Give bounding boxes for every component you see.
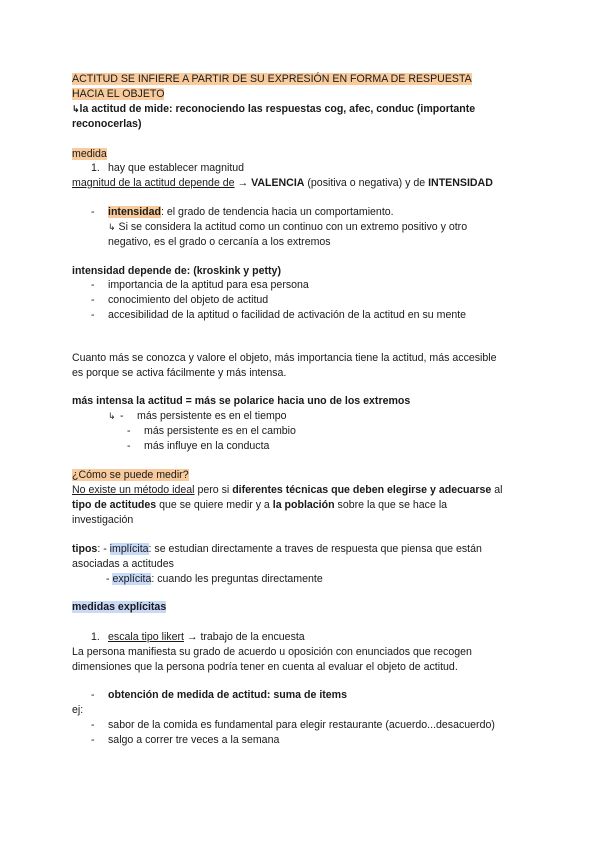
valencia-term: VALENCIA bbox=[251, 177, 305, 189]
tipos-line bbox=[72, 542, 482, 556]
bullet-dash: - bbox=[91, 309, 95, 321]
paragraph-line: Cuanto más se conozca y valore el objeto, más importancia tiene la actitud, más accesible bbox=[72, 352, 497, 364]
bullet-dash: - bbox=[91, 206, 95, 218]
return-arrow-icon: ↳ bbox=[72, 104, 80, 114]
text-span: : se estudian directamente a traves de respuesta que piensa que están bbox=[148, 543, 482, 555]
section-como bbox=[72, 468, 189, 482]
paragraph-line: investigación bbox=[72, 514, 134, 526]
bullet-dash: - bbox=[91, 734, 95, 746]
list-item: importancia de la aptitud para esa persona bbox=[108, 279, 309, 291]
text-span: → trabajo de la encuesta bbox=[183, 631, 305, 643]
paragraph-line: es porque se activa fácilmente y más intensa. bbox=[72, 367, 287, 379]
bullet-dash: - bbox=[91, 279, 95, 291]
text-span: : - bbox=[97, 543, 110, 555]
implicita-highlight: implícita bbox=[109, 543, 149, 555]
note-line-2: reconocerlas) bbox=[72, 118, 142, 130]
intensidad-sub bbox=[108, 220, 467, 234]
bullet-dash: - bbox=[120, 410, 124, 422]
list-number: 1. bbox=[91, 631, 100, 643]
bullet-dash: - bbox=[91, 294, 95, 306]
bullet-dash: - bbox=[127, 440, 131, 452]
bold-text: diferentes técnicas que deben elegirse y adecuarse bbox=[232, 484, 492, 496]
list-item: obtención de medida de actitud: suma de items bbox=[108, 689, 347, 701]
list-item: hay que establecer magnitud bbox=[108, 162, 245, 174]
list-item: accesibilidad de la aptitud o facilidad de activación de la actitud en su mente bbox=[108, 309, 467, 321]
note-text: la actitud de mide: reconociendo las respuestas cog, afec, conduc (importante bbox=[79, 103, 476, 115]
right-arrow: → bbox=[234, 177, 252, 189]
paragraph-line: La persona manifiesta su grado de acuerdo u oposición con enunciados que recogen bbox=[72, 646, 472, 658]
underlined-text: No existe un método ideal bbox=[72, 484, 195, 496]
main-heading-line-2 bbox=[72, 87, 164, 101]
magnitud-underlined: magnitud de la actitud depende de bbox=[72, 177, 235, 189]
text-span: que se quiere medir y a bbox=[156, 499, 273, 511]
note-line bbox=[72, 102, 475, 116]
intensidad-sub-2: negativo, es el grado o cercanía a los extremos bbox=[108, 236, 331, 248]
list-item bbox=[108, 630, 305, 644]
bullet-dash: - bbox=[127, 425, 131, 437]
magnitud-line bbox=[72, 176, 493, 190]
ej-label: ej: bbox=[72, 704, 84, 716]
bold-text: tipo de actitudes bbox=[72, 499, 157, 511]
intensidad-term: INTENSIDAD bbox=[428, 177, 493, 189]
underlined-text: escala tipo likert bbox=[108, 631, 184, 643]
intensidad-line bbox=[108, 205, 394, 219]
section-medida bbox=[72, 147, 107, 161]
return-arrow-icon: ↳ bbox=[108, 222, 116, 232]
section-como-label: ¿Cómo se puede medir? bbox=[72, 469, 189, 481]
magnitud-middle: (positiva o negativa) y de bbox=[304, 177, 429, 189]
main-heading-line-1 bbox=[72, 72, 472, 86]
section-medidas-explicitas bbox=[72, 600, 166, 614]
bullet-dash: - bbox=[91, 689, 95, 701]
section-medida-label: medida bbox=[72, 148, 107, 160]
text-span: - bbox=[106, 573, 113, 585]
paragraph-line bbox=[72, 498, 447, 512]
return-arrow-icon bbox=[108, 409, 116, 423]
text-span: : cuando les preguntas directamente bbox=[151, 573, 323, 585]
list-item: sabor de la comida es fundamental para elegir restaurante (acuerdo...desacuerdo) bbox=[108, 719, 495, 731]
text-span: al bbox=[491, 484, 503, 496]
bold-text: tipos bbox=[72, 543, 98, 555]
text-span: pero si bbox=[194, 484, 233, 496]
intensidad-sub-text: Si se considera la actitud como un continuo con un extremo positivo y otro bbox=[118, 221, 468, 233]
list-number: 1. bbox=[91, 162, 100, 174]
subheading: intensidad depende de: (kroskink y petty) bbox=[72, 265, 281, 277]
bold-text: la población bbox=[272, 499, 335, 511]
heading-highlight: HACIA EL OBJETO bbox=[72, 88, 165, 100]
explicita-line bbox=[106, 572, 323, 586]
text-span: sobre la que se hace la bbox=[334, 499, 448, 511]
list-item: más persistente es en el cambio bbox=[144, 425, 296, 437]
list-item: más influye en la conducta bbox=[144, 440, 270, 452]
heading-highlight: ACTITUD SE INFIERE A PARTIR DE SU EXPRESIÓN EN FORMA DE RESPUESTA bbox=[72, 73, 472, 85]
arrow-glyph: ↳ bbox=[108, 411, 116, 421]
section-label: medidas explícitas bbox=[72, 601, 167, 613]
bullet-dash: - bbox=[91, 719, 95, 731]
list-item: conocimiento del objeto de actitud bbox=[108, 294, 269, 306]
paragraph-line: asociadas a actitudes bbox=[72, 558, 174, 570]
paragraph-line bbox=[72, 483, 502, 497]
subheading: más intensa la actitud = más se polarice hacia uno de los extremos bbox=[72, 395, 411, 407]
explicita-highlight: explícita bbox=[112, 573, 152, 585]
list-item: más persistente es en el tiempo bbox=[137, 410, 287, 422]
list-item: salgo a correr tre veces a la semana bbox=[108, 734, 280, 746]
intensidad-def: : el grado de tendencia hacia un comportamiento. bbox=[160, 206, 394, 218]
paragraph-line: dimensiones que la persona podría tener en cuenta al evaluar el objeto de actitud. bbox=[72, 661, 458, 673]
intensidad-label: intensidad bbox=[108, 206, 161, 218]
